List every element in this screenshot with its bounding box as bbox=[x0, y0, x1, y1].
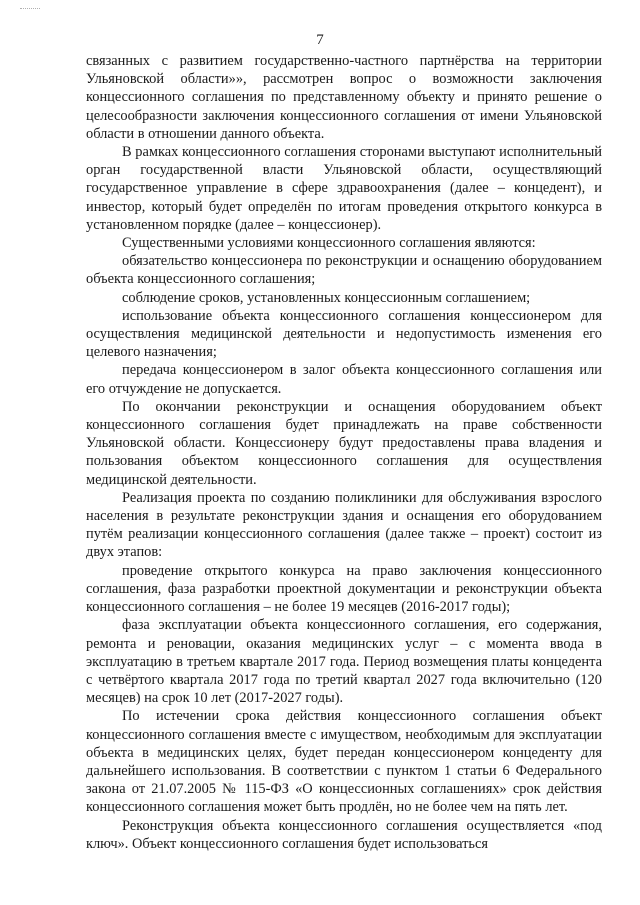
paragraph: связанных с развитием государственно-частного партнёрства на территории Ульяновской области»», рассмотрен вопрос о возможности заключения концессионного соглашения по представленному объекту и принято решение о целесообразности заключения концессионного соглашения от имени Ульяновской области в отношении данного объекта. bbox=[86, 53, 602, 142]
paragraph: соблюдение сроков, установленных концессионным соглашением; bbox=[122, 289, 531, 306]
paragraph: передача концессионером в залог объекта концессионного соглашения или его отчуждение не допускается. bbox=[86, 362, 602, 397]
paragraph: использование объекта концессионного соглашения концессионером для осуществления медицинской деятельности и недопустимость изменения его целевого назначения; bbox=[86, 307, 602, 361]
paragraph: обязательство концессионера по реконструкции и оснащению оборудованием объекта концессионного соглашения; bbox=[86, 253, 602, 288]
paragraph: Реконструкция объекта концессионного соглашения осуществляется «под ключ». Объект концессионного соглашения будет использоваться bbox=[86, 817, 602, 852]
paragraph: фаза эксплуатации объекта концессионного соглашения, его содержания, ремонта и реновации, оказания медицинских услуг – с момента ввода в эксплуатацию в третьем квартале 2017 года. Период возмещения платы концедента с четвёртого квартала 2017 года по третий квартал 2027 года включительно (120 месяцев) на срок 10 лет (2017-2027 годы). bbox=[86, 617, 602, 707]
document-body bbox=[86, 52, 602, 853]
paragraph: В рамках концессионного соглашения сторонами выступают исполнительный орган государственной власти Ульяновской области, осуществляющий государственное управление в сфере здравоохранения (далее – концедент), и инвестор, который будет определён по итогам проведения открытого конкурса в установленном порядке (далее – концессионер). bbox=[86, 144, 602, 233]
paragraph: Реализация проекта по созданию поликлиники для обслуживания взрослого населения в результате реконструкции здания и оснащения его оборудованием путём реализации концессионного соглашения (далее также – проект) состоит из двух этапов: bbox=[86, 489, 602, 561]
scan-artifact bbox=[20, 8, 40, 10]
paragraph: проведение открытого конкурса на право заключения концессионного соглашения, фаза разработки проектной документации и реконструкции объекта концессионного соглашения – не более 19 месяцев (2016-2017 годы); bbox=[86, 562, 602, 616]
paragraph: Существенными условиями концессионного соглашения являются: bbox=[122, 235, 536, 252]
paragraph: По окончании реконструкции и оснащения оборудованием объект концессионного соглашения будет принадлежать на праве собственности Ульяновской области. Концессионеру будут предоставлены права владения и пользования объектом концессионного соглашения для осуществления медицинской деятельности. bbox=[86, 398, 602, 488]
paragraph: По истечении срока действия концессионного соглашения объект концессионного соглашения вместе с имуществом, необходимым для эксплуатации объекта в медицинских целях, будет передан концессионером концеденту для дальнейшего использования. В соответствии с пунктом 1 статьи 6 Федерального закона от 21.07.2005 № 115-ФЗ «О концессионных соглашениях» срок действия концессионного соглашения может быть продлён, но не более чем на пять лет. bbox=[86, 708, 602, 816]
page-number: 7 bbox=[316, 32, 324, 48]
